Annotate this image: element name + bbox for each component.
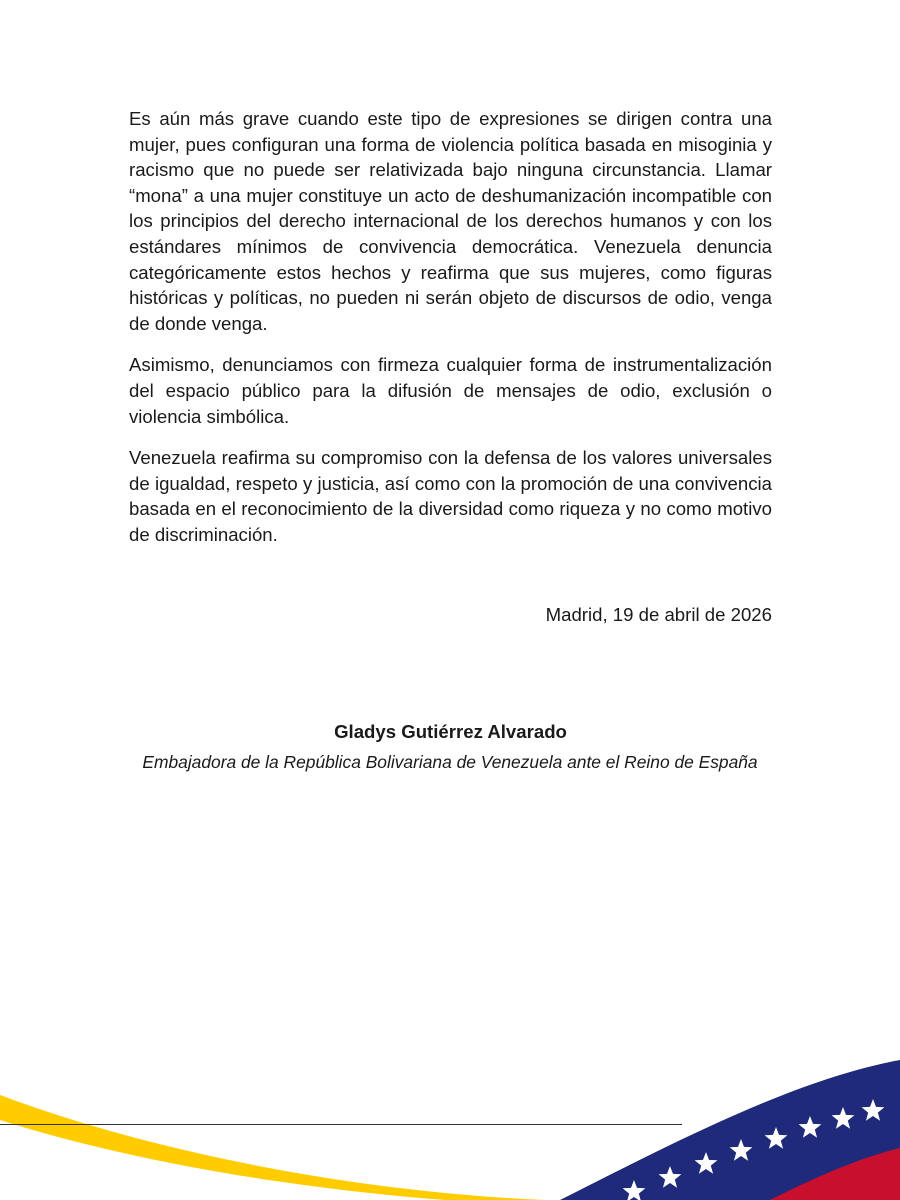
paragraph-2: Asimismo, denunciamos con firmeza cualquier forma de instrumentalización del espacio público para la difusión de mensajes de odio, exclusión o violencia simbólica. (129, 354, 772, 427)
footer-rule (0, 1124, 682, 1125)
paragraph-1: Es aún más grave cuando este tipo de expresiones se dirigen contra una mujer, pues configuran una forma de violencia política basada en misoginia y racismo que no puede ser relativizada bajo ninguna circunstancia. Llamar “mona” a una mujer constituye un acto de deshumanización incompatible con los principios del derecho internacional de los derechos humanos y con los estándares mínimos de convivencia democrática. Venezuela denuncia categóricamente estos hechos y reafirma que sus mujeres, como figuras históricas y políticas, no pueden ni serán objeto de discursos de odio, venga de donde venga. (129, 108, 772, 334)
venezuelan-flag-footer (0, 1040, 900, 1200)
document-body (129, 106, 772, 564)
signer-title: Embajadora de la República Bolivariana de Venezuela ante el Reino de España (142, 752, 758, 772)
paragraph-3: Venezuela reafirma su compromiso con la defensa de los valores universales de igualdad, respeto y justicia, así como con la promoción de una convivencia basada en el reconocimiento de la diversidad como riqueza y no como motivo de discriminación. (129, 447, 772, 545)
signer-name: Gladys Gutiérrez Alvarado (334, 721, 567, 742)
place-date: Madrid, 19 de abril de 2026 (545, 604, 772, 625)
